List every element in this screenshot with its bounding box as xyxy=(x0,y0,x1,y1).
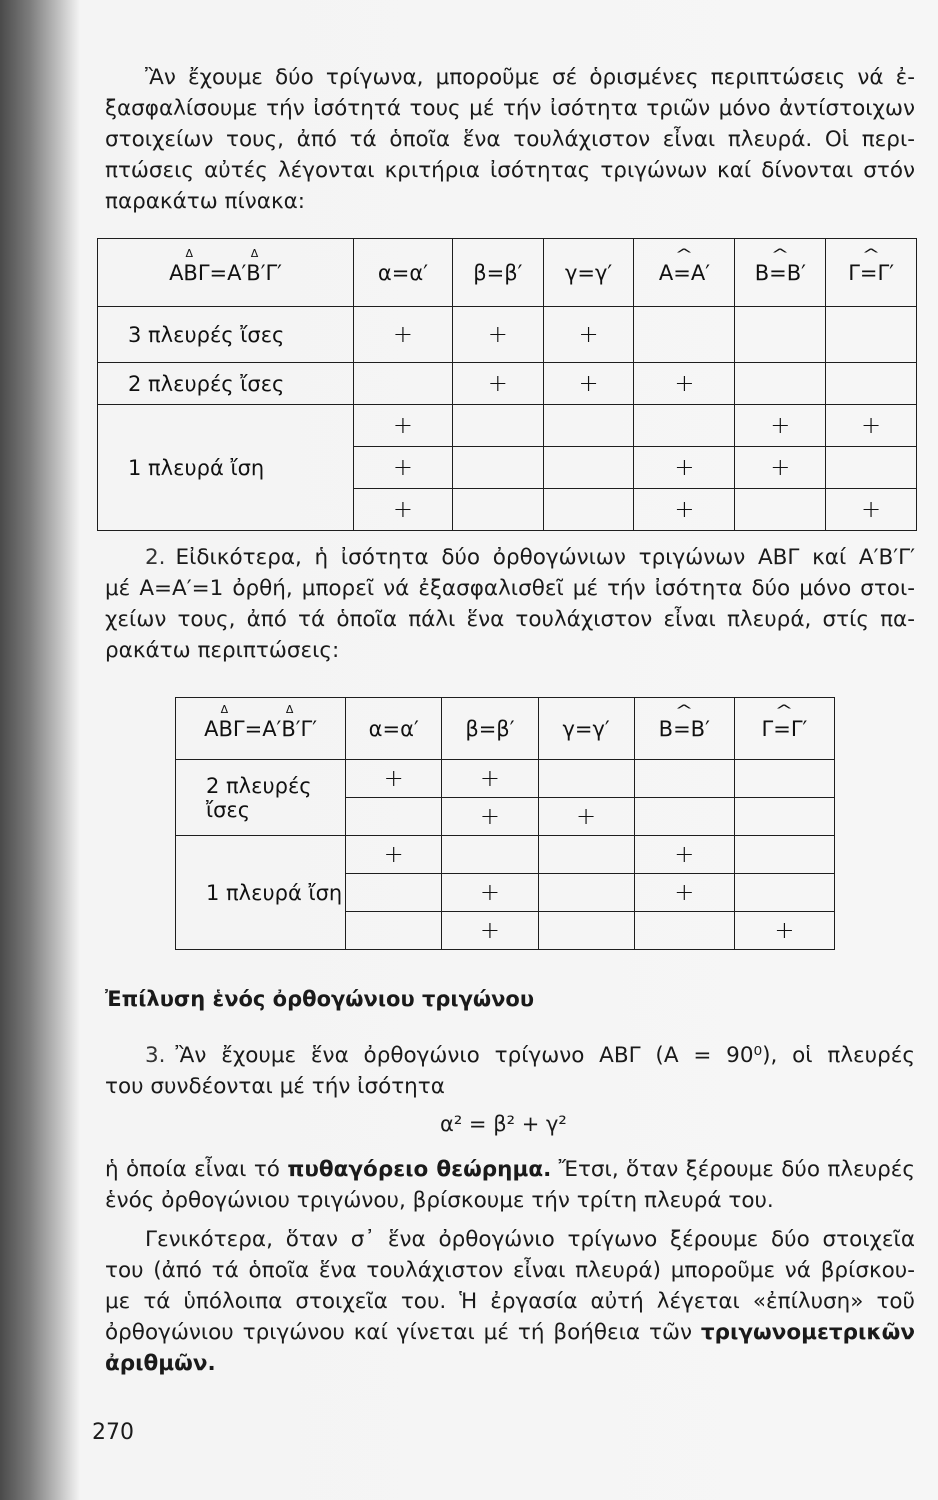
cell xyxy=(735,489,826,531)
text-line: πτώσεις αὐτές λέγονται κριτήρια ἰσότητας τριγώνων καί δίνονται στόν xyxy=(105,158,915,183)
cell: + xyxy=(735,405,826,447)
cell xyxy=(734,836,834,874)
page-number: 270 xyxy=(92,1420,134,1445)
pythagorean-paragraph xyxy=(105,1040,915,1102)
cell: + xyxy=(354,405,453,447)
cell xyxy=(452,405,543,447)
text-line: χείων τους, ἀπό τά ὁποῖα πάλι ἕνα τουλάχιστον εἶναι πλευρά, στίς πα- xyxy=(105,607,915,632)
cell xyxy=(543,405,634,447)
cell: + xyxy=(442,760,538,798)
cell xyxy=(543,447,634,489)
cell: + xyxy=(826,405,917,447)
text-line: ρακάτω περιπτώσεις: xyxy=(105,638,340,663)
row-label: 2 πλευρές ἴσες xyxy=(98,363,354,405)
row-label: 3 πλευρές ἴσες xyxy=(98,307,354,363)
cell: + xyxy=(735,447,826,489)
header-col: ^ Γ=Γ′ xyxy=(734,698,834,760)
table-row xyxy=(98,405,917,447)
right-triangle-criteria-table xyxy=(175,697,835,950)
cell: + xyxy=(634,363,735,405)
header-col: α=α′ xyxy=(346,698,442,760)
row-label: 2 πλευρές ἴσες xyxy=(176,760,346,836)
text-line: ἀριθμῶν. xyxy=(105,1351,216,1376)
cell: + xyxy=(354,489,453,531)
cell: + xyxy=(734,912,834,950)
cell xyxy=(538,836,634,874)
text-line: 2. Εἰδικότερα, ἡ ἰσότητα δύο ὀρθογώνιων τριγώνων ΑΒΓ καί Α′Β′Γ′ xyxy=(145,545,915,570)
text-line: με τά ὑπόλοιπα στοιχεῖα του. Ἡ ἐργασία αὐτή λέγεται «ἐπίλυση» τοῦ xyxy=(105,1289,915,1314)
cell: + xyxy=(346,836,442,874)
text-line: παρακάτω πίνακα: xyxy=(105,189,306,214)
cell xyxy=(543,489,634,531)
table-row xyxy=(98,363,917,405)
table-row xyxy=(98,307,917,363)
text-line: Ἂν ἔχουμε δύο τρίγωνα, μποροῦμε σέ ὁρισμένες περιπτώσεις νά ἐ- xyxy=(145,65,915,90)
table-row xyxy=(176,760,835,798)
header-col: ^ Α=Α′ xyxy=(634,239,735,307)
cell: + xyxy=(442,798,538,836)
cell xyxy=(538,760,634,798)
cell: + xyxy=(354,447,453,489)
row-label: 1 πλευρά ἴση xyxy=(176,836,346,950)
cell xyxy=(634,307,735,363)
table-header-row xyxy=(176,698,835,760)
header-col: β=β′ xyxy=(442,698,538,760)
text-line: Γενικότερα, ὅταν σ᾿ ἕνα ὀρθογώνιο τρίγωνο ξέρουμε δύο στοιχεῖα xyxy=(145,1227,915,1252)
solution-paragraph xyxy=(105,1224,915,1379)
cell xyxy=(826,307,917,363)
cell: + xyxy=(543,307,634,363)
cell xyxy=(346,798,442,836)
cell xyxy=(442,836,538,874)
header-col: α=α′ xyxy=(354,239,453,307)
cell: + xyxy=(346,760,442,798)
text-line: μέ Α=Α′=1 ὀρθή, μπορεῖ νά ἐξασφαλισθεῖ μέ τήν ἰσότητα δύο μόνο στοι- xyxy=(105,576,915,601)
text-line: ἑνός ὀρθογώνιου τριγώνου, βρίσκουμε τήν τρίτη πλευρά του. xyxy=(105,1188,774,1213)
intro-paragraph xyxy=(105,62,915,217)
cell xyxy=(346,874,442,912)
pythagorean-equation: α² = β² + γ² xyxy=(440,1112,567,1136)
cell: + xyxy=(634,836,734,874)
header-col: ^ Β=Β′ xyxy=(735,239,826,307)
row-label: 1 πλευρά ἴση xyxy=(98,405,354,531)
text-line: του συνδέονται μέ τήν ἰσότητα xyxy=(105,1074,445,1099)
header-triangles: Δ ΑΒΓ=Δ Α′Β′Γ′ xyxy=(98,239,354,307)
cell: + xyxy=(354,307,453,363)
text-line: του (ἀπό τά ὁποῖα ἕνα τουλάχιστον εἶναι πλευρά) μποροῦμε νά βρίσκου- xyxy=(105,1258,915,1283)
table-row xyxy=(176,836,835,874)
table-header-row xyxy=(98,239,917,307)
cell xyxy=(354,363,453,405)
cell xyxy=(452,447,543,489)
cell xyxy=(346,912,442,950)
cell: + xyxy=(442,912,538,950)
right-triangle-paragraph xyxy=(105,542,915,666)
header-col: β=β′ xyxy=(452,239,543,307)
cell: + xyxy=(826,489,917,531)
congruence-criteria-table xyxy=(97,238,917,531)
text-line: στοιχείων τους, ἀπό τά ὁποῖα ἕνα τουλάχιστον εἶναι πλευρά. Οἱ περι- xyxy=(105,127,915,152)
cell: + xyxy=(442,874,538,912)
cell xyxy=(634,912,734,950)
cell xyxy=(735,363,826,405)
cell: + xyxy=(634,447,735,489)
text-line: ξασφαλίσουμε τήν ἰσότητά τους μέ τήν ἰσότητα τριῶν μόνο ἀντίστοιχων xyxy=(105,96,915,121)
header-col: γ=γ′ xyxy=(543,239,634,307)
text-line: 3. Ἂν ἔχουμε ἕνα ὀρθογώνιο τρίγωνο ΑΒΓ (Α = 90⁰), οἱ πλευρές xyxy=(145,1043,915,1068)
section-heading: Ἐπίλυση ἑνός ὀρθογώνιου τριγώνου xyxy=(105,987,535,1011)
text-line: ἡ ὁποία εἶναι τό πυθαγόρειο θεώρημα. Ἔτσι, ὅταν ξέρουμε δύο πλευρές xyxy=(105,1157,915,1182)
cell xyxy=(734,798,834,836)
cell: + xyxy=(452,363,543,405)
cell xyxy=(634,760,734,798)
cell: + xyxy=(543,363,634,405)
cell: + xyxy=(634,874,734,912)
cell: + xyxy=(634,489,735,531)
cell xyxy=(734,874,834,912)
cell xyxy=(538,874,634,912)
text-line: ὀρθογώνιου τριγώνου καί γίνεται μέ τή βοήθεια τῶν τριγωνομετρικῶν xyxy=(105,1320,916,1345)
cell xyxy=(735,307,826,363)
pythagorean-paragraph-cont xyxy=(105,1154,915,1216)
header-col: ^ Β=Β′ xyxy=(634,698,734,760)
cell xyxy=(734,760,834,798)
header-col: γ=γ′ xyxy=(538,698,634,760)
cell xyxy=(826,363,917,405)
header-col: ^ Γ=Γ′ xyxy=(826,239,917,307)
cell: + xyxy=(452,307,543,363)
cell xyxy=(452,489,543,531)
header-triangles: Δ ΑΒΓ=Δ Α′Β′Γ′ xyxy=(176,698,346,760)
cell xyxy=(634,798,734,836)
cell: + xyxy=(538,798,634,836)
cell xyxy=(826,447,917,489)
cell xyxy=(634,405,735,447)
cell xyxy=(538,912,634,950)
